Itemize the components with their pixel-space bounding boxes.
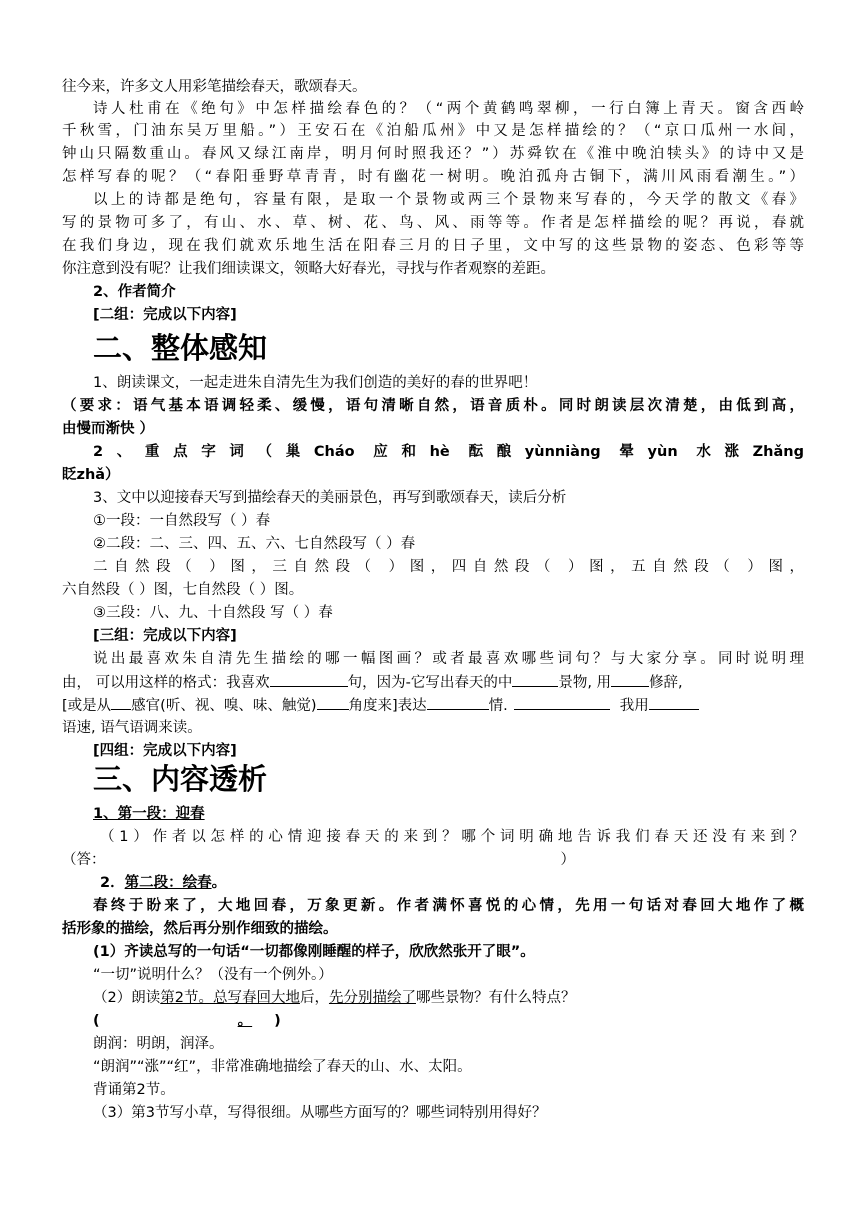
note-line: “一切”说明什么？（没有一个例外。） bbox=[93, 967, 333, 983]
section-heading: 二、整体感知 bbox=[93, 331, 268, 365]
intro-paragraph-line: 诗人杜甫在《绝句》中怎样描绘春色的？（“两个黄鹤鸣翠柳，一行白簿上青天。窗含西岭 bbox=[93, 101, 804, 117]
subsection-title: 1、第一段：迎春 bbox=[93, 806, 205, 822]
author-intro-heading: 2、作者简介 bbox=[93, 284, 176, 300]
group-label: [二组：完成以下内容] bbox=[93, 307, 237, 323]
segment-line: ②二段：二、三、四、五、六、七自然段写（ ）春 bbox=[93, 536, 416, 552]
task-line: [或是从 感官(听、视、嗅、味、触觉) 角度来]表达 情. 我用 bbox=[62, 694, 804, 717]
question-line: （3）第3节写小草，写得很细。从哪些方面写的？哪些词特别用得好？ bbox=[93, 1105, 547, 1121]
segment-detail-line: 六自然段（ ）图，七自然段（ ）图。 bbox=[62, 582, 304, 598]
definition-line: 朗润：明朗，润泽。 bbox=[93, 1036, 224, 1052]
task-line: 说出最喜欢朱自清先生描绘的哪一幅图画？或者最喜欢哪些词句？与大家分享。同时说明理 bbox=[93, 651, 804, 667]
intro-paragraph-line: 千秋雪，门油东吴万里船。”）王安石在《泊船瓜州》中又是怎样描绘的？（“京口瓜州一水间， bbox=[62, 123, 804, 139]
recite-line: 背诵第2节。 bbox=[93, 1082, 175, 1098]
note-line: “朗润”“涨”“红”，非常准确地描绘了春天的山、水、太阳。 bbox=[93, 1059, 472, 1075]
intro-paragraph-line: 以上的诗都是绝句，容量有限，是取一个景物或两三个景物来写春的，今天学的散文《春》 bbox=[93, 192, 804, 208]
segment-line: ③三段：八、九、十自然段 写（ ）春 bbox=[93, 605, 333, 621]
question-line: (1）齐读总写的一句话“一切都像刚睡醒的样子，欣欣然张开了眼”。 bbox=[93, 944, 535, 960]
requirement-line: 由慢而渐快 ） bbox=[62, 421, 155, 437]
segment-line: ①一段：一自然段写（ ）春 bbox=[93, 513, 271, 529]
question-line: （2）朗读第2节。总写春回大地后，先分别描绘了哪些景物？有什么特点？ bbox=[93, 990, 576, 1006]
intro-paragraph-line: 写的景物可多了，有山、水、草、树、花、鸟、风、雨等等。作者是怎样描绘的呢？再说，春就 bbox=[62, 215, 804, 231]
item-line: 1、朗读课文，一起走进朱自清先生为我们创造的美好的春的世界吧！ bbox=[93, 375, 538, 391]
answer-line: ( 。 ) bbox=[93, 1013, 281, 1029]
group-label: [四组：完成以下内容] bbox=[93, 743, 237, 759]
task-line: 由， 可以用这样的格式：我喜欢 句，因为-它写出春天的中 景物, 用 修辞, bbox=[62, 671, 804, 694]
requirement-line: （要求：语气基本语调轻柔、缓慢，语句清晰自然，语音质朴。同时朗读层次清楚，由低到高， bbox=[62, 398, 804, 414]
paragraph-line: 春终于盼来了，大地回春，万象更新。作者满怀喜悦的心情，先用一句话对春回大地作了概 bbox=[93, 898, 804, 914]
paragraph-line: 括形象的描绘，然后再分别作细致的描绘。 bbox=[62, 921, 338, 937]
intro-paragraph-line: 钟山只隔数重山。春风又绿江南岸，明月何时照我还？”）苏舜钦在《淮中晚泊犊头》的诗中又是 bbox=[62, 146, 804, 162]
subsection-title: 2．第二段：绘春。 bbox=[100, 875, 227, 891]
intro-paragraph-line: 你注意到没有呢？让我们细读课文，领略大好春光，寻找与作者观察的差距。 bbox=[62, 261, 555, 277]
item-line: 3、文中以迎接春天写到描绘春天的美丽景色，再写到歌颂春天，读后分析 bbox=[93, 490, 567, 506]
intro-paragraph-line: 在我们身边，现在我们就欢乐地生活在阳春三月的日子里，文中写的这些景物的姿态、色彩等等 bbox=[62, 238, 804, 254]
question-line: （1）作者以怎样的心情迎接春天的来到？哪个词明确地告诉我们春天还没有来到？ bbox=[100, 829, 804, 845]
segment-detail-line: 二自然段（ ）图，三自然段（ ）图，四自然段（ ）图，五自然段（ ）图， bbox=[93, 559, 804, 575]
key-words-line: 眨zhǎ） bbox=[62, 467, 120, 483]
intro-paragraph-line: 怎样写春的呢？（“春阳垂野草青青，时有幽花一树明。晚泊孤舟古铜下，满川风雨看潮生。”） bbox=[62, 169, 804, 185]
group-label: [三组：完成以下内容] bbox=[93, 628, 237, 644]
intro-line: 往今来，许多文人用彩笔描绘春天，歌颂春天。 bbox=[62, 79, 367, 95]
task-line: 语速, 语气语调来读。 bbox=[62, 720, 202, 736]
section-heading: 三、内容透析 bbox=[93, 762, 268, 796]
key-words-line: 2、重点字词（巢Cháo 应和hè 酝酿yùnniàng 晕yùn 水涨Zhǎng bbox=[93, 444, 804, 460]
answer-line: （答： ） bbox=[62, 852, 575, 868]
